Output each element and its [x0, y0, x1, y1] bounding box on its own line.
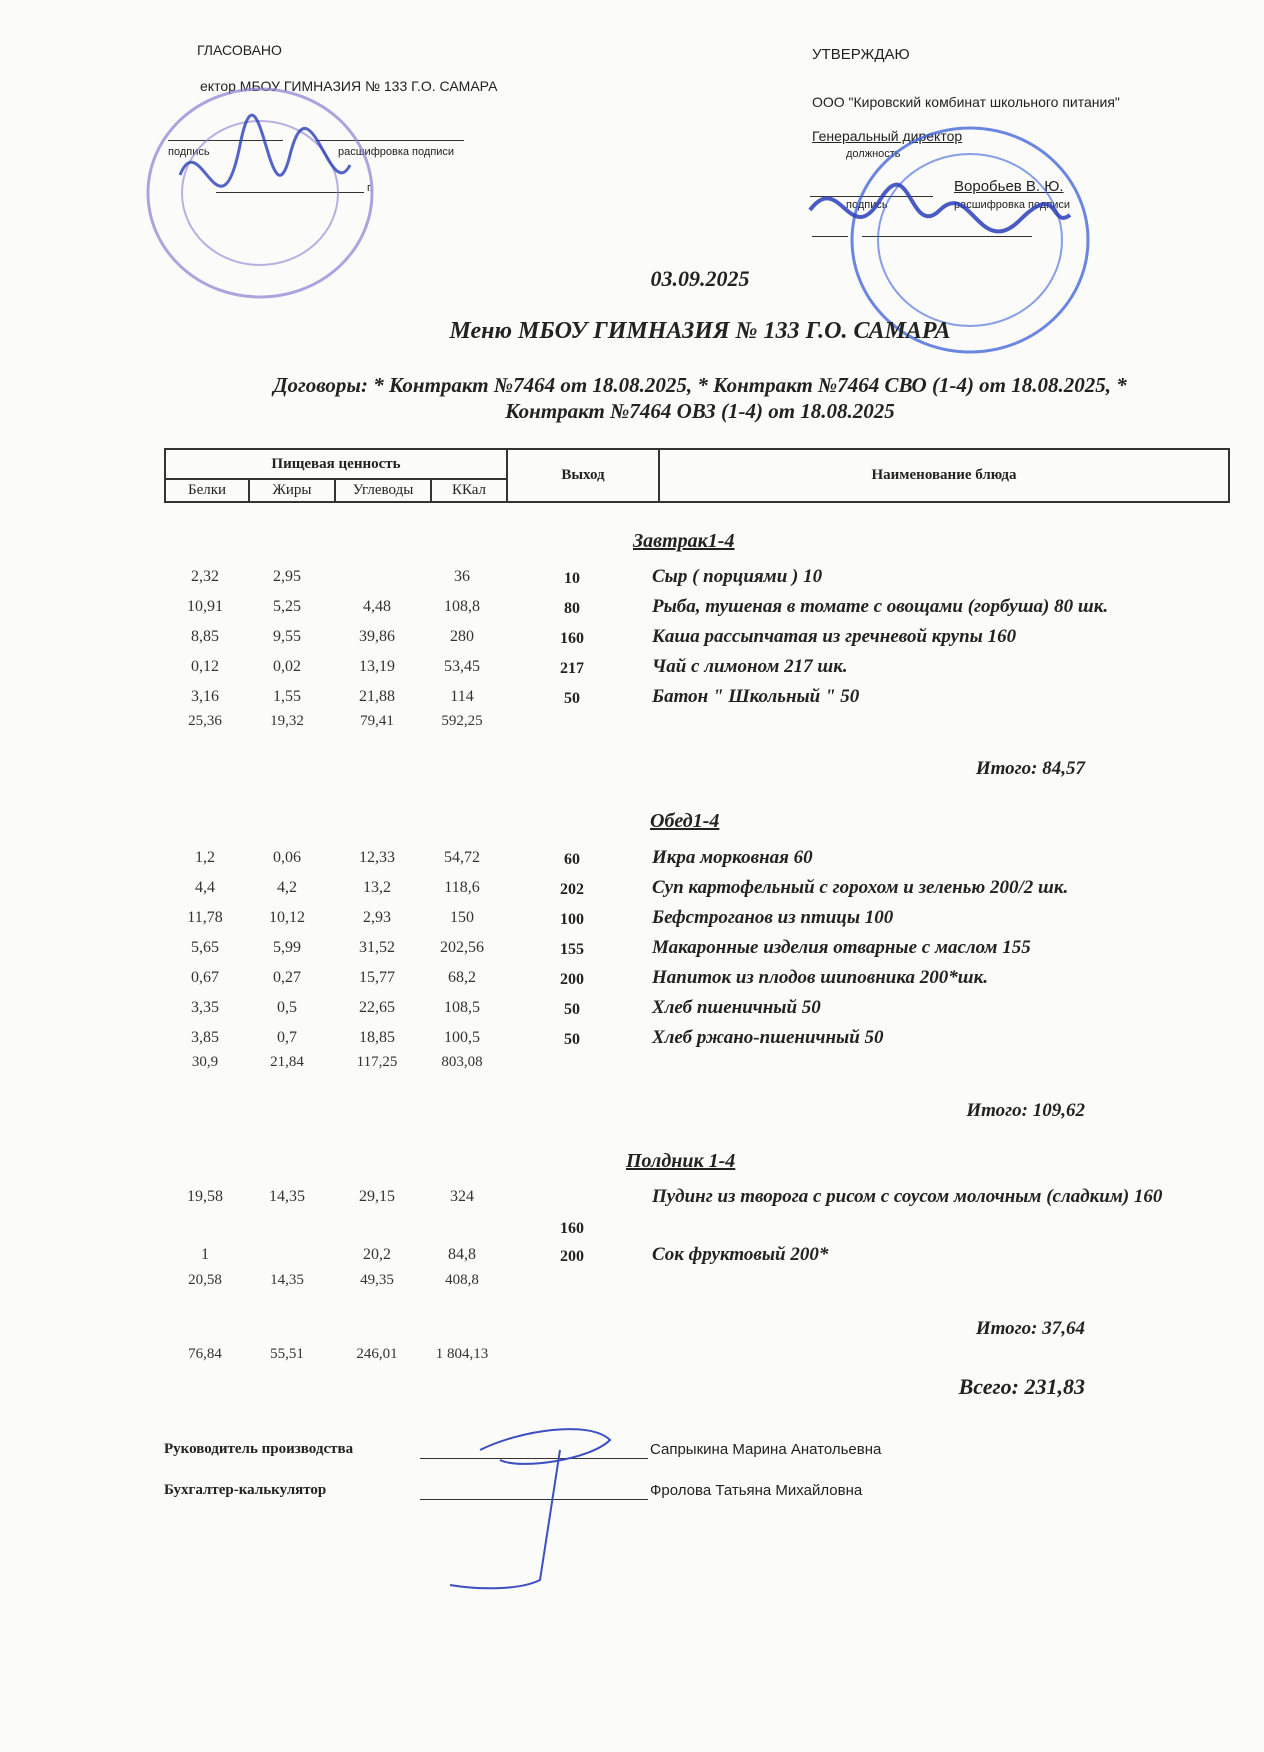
dish-name: Пудинг из творога с рисом с соусом молочным (сладким) 160 [652, 1186, 1163, 1207]
dish-name: Макаронные изделия отварные с маслом 155 [652, 937, 1031, 958]
grand-sum-f: 55,51 [270, 1346, 304, 1362]
nutrition-value-c: 22,65 [359, 999, 395, 1016]
nutrition-value-p: 2,32 [191, 568, 219, 585]
nutrition-value-k: 84,8 [448, 1246, 476, 1263]
accountant-label: Бухгалтер-калькулятор [164, 1482, 327, 1498]
dish-name: Сыр ( порциями ) 10 [652, 566, 823, 587]
nutrition-value-f: 10,12 [269, 909, 305, 926]
approval-right-position: Генеральный директор [812, 128, 963, 144]
fats-header: Жиры [249, 479, 335, 502]
yield-value: 160 [560, 630, 584, 647]
section-sum-c: 49,35 [360, 1272, 394, 1288]
section-sum-k: 408,8 [445, 1272, 479, 1288]
nutrition-value-f: 4,2 [277, 879, 297, 896]
nutrition-value-p: 3,16 [191, 688, 219, 705]
grand-sum-c: 246,01 [356, 1346, 398, 1362]
page-title: Меню МБОУ ГИМНАЗИЯ № 133 Г.О. САМАРА [449, 318, 951, 344]
nutrition-value-k: 118,6 [444, 879, 480, 896]
carbs-header: Углеводы [335, 479, 431, 502]
year-suffix: г. [367, 182, 373, 194]
nutrition-value-f: 0,02 [273, 658, 301, 675]
head-name: Сапрыкина Марина Анатольевна [650, 1441, 882, 1458]
approval-left-position: ектор МБОУ ГИМНАЗИЯ № 133 Г.О. САМАРА [200, 78, 498, 94]
section-sum-k: 592,25 [441, 713, 483, 729]
section-sum-p: 20,58 [188, 1272, 222, 1288]
nutrition-value-k: 108,5 [444, 999, 480, 1016]
signature-label-right: подпись [846, 199, 888, 211]
grand-sum-k: 1 804,13 [435, 1346, 489, 1362]
nutrition-value-c: 18,85 [359, 1029, 395, 1046]
position-label: должность [846, 148, 901, 160]
nutrition-value-c: 31,52 [359, 939, 395, 956]
nutrition-value-k: 202,56 [440, 939, 484, 956]
head-label: Руководитель производства [164, 1441, 354, 1457]
menu-table-header [164, 448, 1230, 503]
kcal-header: ККал [431, 479, 507, 502]
nutrition-value-p: 0,12 [191, 658, 219, 675]
yield-value: 100 [560, 911, 584, 928]
dish-name: Напиток из плодов шиповника 200*шк. [652, 967, 988, 988]
nutrition-value-k: 54,72 [444, 849, 480, 866]
nutrition-value-c: 29,15 [359, 1188, 395, 1205]
nutrition-value-f: 2,95 [273, 568, 301, 585]
section-sum-c: 117,25 [356, 1054, 398, 1070]
nutrition-value-p: 19,58 [187, 1188, 223, 1205]
nutrition-value-p: 11,78 [187, 909, 223, 926]
nutrition-value-p: 1 [201, 1246, 209, 1263]
section-sum-f: 21,84 [270, 1054, 304, 1070]
nutrition-value-p: 1,2 [195, 849, 215, 866]
dish-name: Хлеб ржано-пшеничный 50 [652, 1027, 884, 1048]
nutrition-value-c: 39,86 [359, 628, 395, 645]
yield-header: Выход [507, 449, 659, 502]
nutrition-value-f: 9,55 [273, 628, 301, 645]
dish-name: Батон " Школьный " 50 [652, 686, 860, 707]
section-sum-c: 79,41 [360, 713, 394, 729]
nutrition-value-p: 0,67 [191, 969, 219, 986]
proteins-header: Белки [165, 479, 249, 502]
yield-value: 155 [560, 941, 584, 958]
yield-value: 217 [560, 660, 584, 677]
approval-right-heading: УТВЕРЖДАЮ [812, 46, 910, 63]
yield-value: 160 [560, 1220, 584, 1237]
section-title: Завтрак1-4 [633, 530, 735, 552]
section-sum-f: 19,32 [270, 713, 304, 729]
nutrition-value-k: 100,5 [444, 1029, 480, 1046]
section-total: Итого: 84,57 [975, 758, 1085, 779]
nutrition-value-k: 280 [450, 628, 474, 645]
yield-value: 60 [564, 851, 580, 868]
dish-name: Чай с лимоном 217 шк. [652, 656, 848, 677]
approval-right-organization: ООО "Кировский комбинат школьного питания" [812, 94, 1120, 110]
dish-name: Суп картофельный с горохом и зеленью 200/2 шк. [652, 877, 1069, 898]
nutrition-value-k: 68,2 [448, 969, 476, 986]
contracts-line-1: Договоры: * Контракт №7464 от 18.08.2025, * Контракт №7464 СВО (1-4) от 18.08.2025, * [273, 373, 1127, 397]
signature-label: подпись [168, 146, 210, 158]
section-total: Итого: 37,64 [975, 1318, 1085, 1339]
nutrition-value-f: 0,7 [277, 1029, 297, 1046]
section-title: Обед1-4 [650, 810, 720, 832]
nutrition-value-f: 5,99 [273, 939, 301, 956]
nutrition-value-f: 0,27 [273, 969, 301, 986]
nutrition-value-f: 1,55 [273, 688, 301, 705]
yield-value: 200 [560, 971, 584, 988]
nutrition-value-c: 12,33 [359, 849, 395, 866]
grand-sum-p: 76,84 [188, 1346, 222, 1362]
contracts-line-2: Контракт №7464 ОВЗ (1-4) от 18.08.2025 [505, 399, 895, 423]
section-sum-f: 14,35 [270, 1272, 304, 1288]
nutrition-value-c: 20,2 [363, 1246, 391, 1263]
dish-name: Бефстроганов из птицы 100 [652, 907, 894, 928]
nutrition-value-k: 150 [450, 909, 474, 926]
nutrition-value-p: 3,35 [191, 999, 219, 1016]
section-sum-k: 803,08 [441, 1054, 483, 1070]
menu-date: 03.09.2025 [650, 266, 750, 291]
dish-name: Сок фруктовый 200* [652, 1244, 829, 1265]
yield-value: 202 [560, 881, 584, 898]
yield-value: 50 [564, 690, 580, 707]
nutrition-value-p: 4,4 [195, 879, 215, 896]
nutrition-value-k: 324 [450, 1188, 474, 1205]
nutrition-value-c: 2,93 [363, 909, 391, 926]
dish-header: Наименование блюда [659, 449, 1229, 502]
decode-label: расшифровка подписи [338, 146, 455, 158]
yield-value: 50 [564, 1031, 580, 1048]
dish-name: Хлеб пшеничный 50 [652, 997, 821, 1018]
nutrition-value-c: 13,19 [359, 658, 395, 675]
yield-value: 200 [560, 1248, 584, 1265]
yield-value: 10 [564, 570, 580, 587]
nutrition-value-p: 3,85 [191, 1029, 219, 1046]
nutrition-value-c: 4,48 [363, 598, 391, 615]
section-total: Итого: 109,62 [966, 1100, 1085, 1121]
nutrition-value-k: 114 [450, 688, 474, 705]
nutrition-value-f: 0,06 [273, 849, 301, 866]
nutrition-value-c: 21,88 [359, 688, 395, 705]
nutrition-value-c: 15,77 [359, 969, 395, 986]
nutrition-value-p: 5,65 [191, 939, 219, 956]
signature-icon [440, 1420, 660, 1600]
approval-left-heading: ГЛАСОВАНО [197, 42, 282, 58]
decode-label-right: расшифровка подписи [954, 199, 1071, 211]
nutrition-value-c: 13,2 [363, 879, 391, 896]
grand-total: Всего: 231,83 [958, 1374, 1085, 1399]
dish-name: Икра морковная 60 [652, 847, 813, 868]
nutrition-value-f: 14,35 [269, 1188, 305, 1205]
dish-name: Рыба, тушеная в томате с овощами (горбуша) 80 шк. [652, 596, 1109, 617]
nutrition-value-k: 108,8 [444, 598, 480, 615]
nutrition-header: Пищевая ценность [165, 449, 507, 479]
dish-name: Каша рассыпчатая из гречневой крупы 160 [652, 626, 1017, 647]
nutrition-value-f: 5,25 [273, 598, 301, 615]
section-sum-p: 25,36 [188, 713, 222, 729]
nutrition-value-k: 36 [454, 568, 470, 585]
approver-name: Воробьев В. Ю. [954, 178, 1064, 195]
yield-value: 50 [564, 1001, 580, 1018]
nutrition-value-p: 8,85 [191, 628, 219, 645]
accountant-name: Фролова Татьяна Михайловна [650, 1482, 863, 1499]
yield-value: 80 [564, 600, 580, 617]
section-title: Полдник 1-4 [626, 1150, 736, 1172]
nutrition-value-k: 53,45 [444, 658, 480, 675]
nutrition-value-f: 0,5 [277, 999, 297, 1016]
section-sum-p: 30,9 [191, 1054, 219, 1070]
nutrition-value-p: 10,91 [187, 598, 223, 615]
